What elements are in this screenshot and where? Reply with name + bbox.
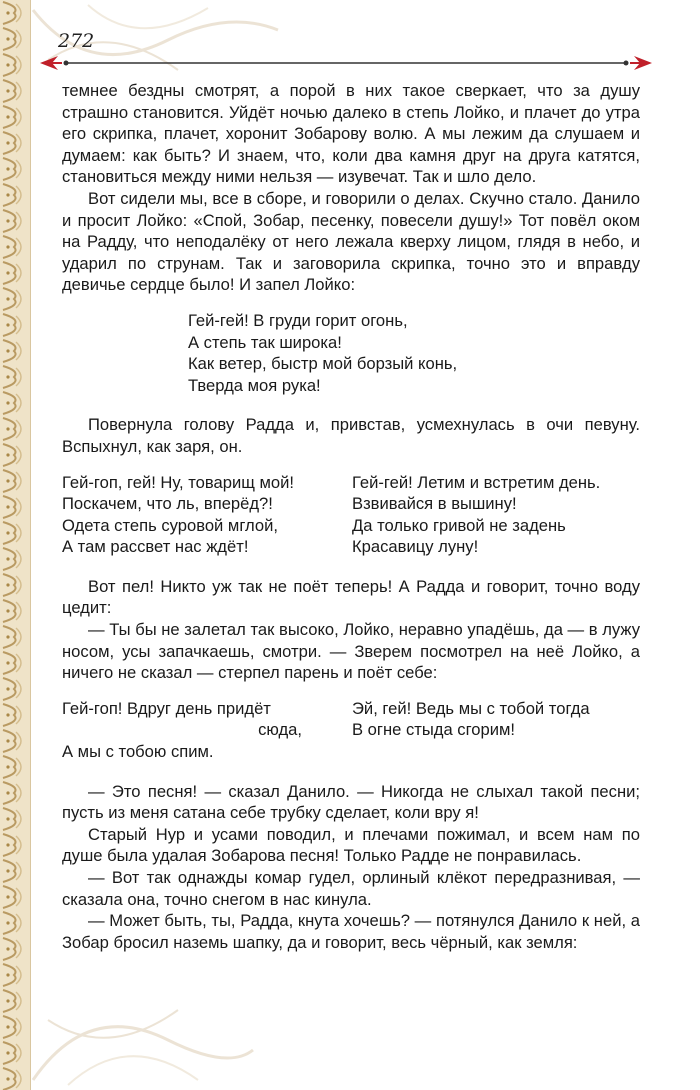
verse-line: Одета степь суровой мглой, bbox=[62, 515, 279, 535]
verse-line: Гей-гей! В груди горит огонь, bbox=[188, 310, 408, 330]
paragraph: Старый Нур и усами поводил, и плечами пожимал, и всем нам по душе была удалая Зобарова песня! Только Радде не понравилась. bbox=[62, 824, 640, 866]
paragraph: — Ты бы не залетал так высоко, Лойко, неравно упадёшь, да — в лужу носом, усы запачкаешь, смотри. — Зверем посмотрел на неё Лойко, а ничего не сказал — стерпел парень и поёт себе: bbox=[62, 620, 640, 683]
verse-line: Да только гривой не задень bbox=[352, 515, 566, 535]
verse-line: В огне стыда сгорим! bbox=[352, 720, 516, 740]
paragraph: Вот сидели мы, все в сборе, и говорили о делах. Скучно стало. Данило и просит Лойко: «Спой, Зобар, песенку, повесели душу!» Тот повёл оком на Радду, что неподалёку от него лежала кверху лицом, глядя в небо, и ударил по струнам. Так и заговорила скрипка, точно это и вправду девичье сердце было! И запел Лойко: bbox=[62, 188, 640, 295]
song-verse-two-column bbox=[62, 472, 640, 558]
verse-column-left bbox=[62, 472, 352, 558]
paragraph: Повернула голову Радда и, привстав, усмехнулась в очи певуну. Вспыхнул, как заря, он. bbox=[62, 415, 640, 456]
verse-line: А мы с тобою спим. bbox=[62, 742, 214, 762]
verse-column-left bbox=[62, 698, 352, 763]
decorative-swirl-icon bbox=[28, 990, 258, 1090]
verse-line: Как ветер, быстр мой борзый конь, bbox=[188, 354, 458, 374]
page-number: 272 bbox=[58, 30, 95, 52]
paragraph: темнее бездны смотрят, а порой в них такое сверкает, что за душу страшно становится. Уйдёт ночью далеко в степь Лойко, и плачет до утра его скрипка, плачет, хоронит Зобарову волю. А мы лежим да слушаем и думаем: как быть? И знаем, что, коли два камня друг на друга катятся, становиться между ними нельзя — изувечат. Так и шло дело. bbox=[62, 81, 640, 187]
verse-line: Эй, гей! Ведь мы с тобой тогда bbox=[352, 698, 590, 718]
page-text bbox=[62, 80, 640, 953]
verse-line: сюда, bbox=[258, 720, 302, 740]
verse-line: Поскачем, что ль, вперёд?! bbox=[62, 494, 273, 514]
paragraph: — Вот так однажды комар гудел, орлиный клёкот передразнивая, — сказала она, точно снегом в нас кинула. bbox=[62, 868, 640, 909]
verse-line: Гей-гоп! Вдруг день придёт bbox=[62, 698, 271, 718]
header-rule bbox=[36, 48, 656, 78]
paragraph: Вот пел! Никто уж так не поёт теперь! А Радда и говорит, точно воду цедит: bbox=[62, 576, 640, 618]
paragraph: — Может быть, ты, Радда, кнута хочешь? — потянулся Данило к ней, а Зобар бросил наземь шапку, да и говорит, весь чёрный, как земля: bbox=[62, 911, 640, 952]
verse-column-right bbox=[352, 472, 640, 558]
verse-line: А степь так широка! bbox=[188, 332, 342, 352]
verse-line: Тверда моя рука! bbox=[188, 375, 321, 395]
ornamental-border bbox=[0, 0, 31, 1090]
paragraph: — Это песня! — сказал Данило. — Никогда не слыхал такой песни; пусть из меня сатана себе трубку сделает, коли вру я! bbox=[62, 781, 640, 823]
verse-line: Гей-гоп, гей! Ну, товарищ мой! bbox=[62, 472, 295, 492]
verse-line: Красавицу луну! bbox=[352, 537, 479, 557]
verse-line: Взвивайся в вышину! bbox=[352, 494, 517, 514]
song-verse-two-column bbox=[62, 698, 640, 763]
verse-line: Гей-гей! Летим и встретим день. bbox=[352, 472, 601, 492]
border-pattern-icon bbox=[0, 0, 30, 1090]
verse-line: А там рассвет нас ждёт! bbox=[62, 537, 249, 557]
song-verse bbox=[188, 310, 640, 396]
verse-column-right bbox=[352, 698, 640, 763]
